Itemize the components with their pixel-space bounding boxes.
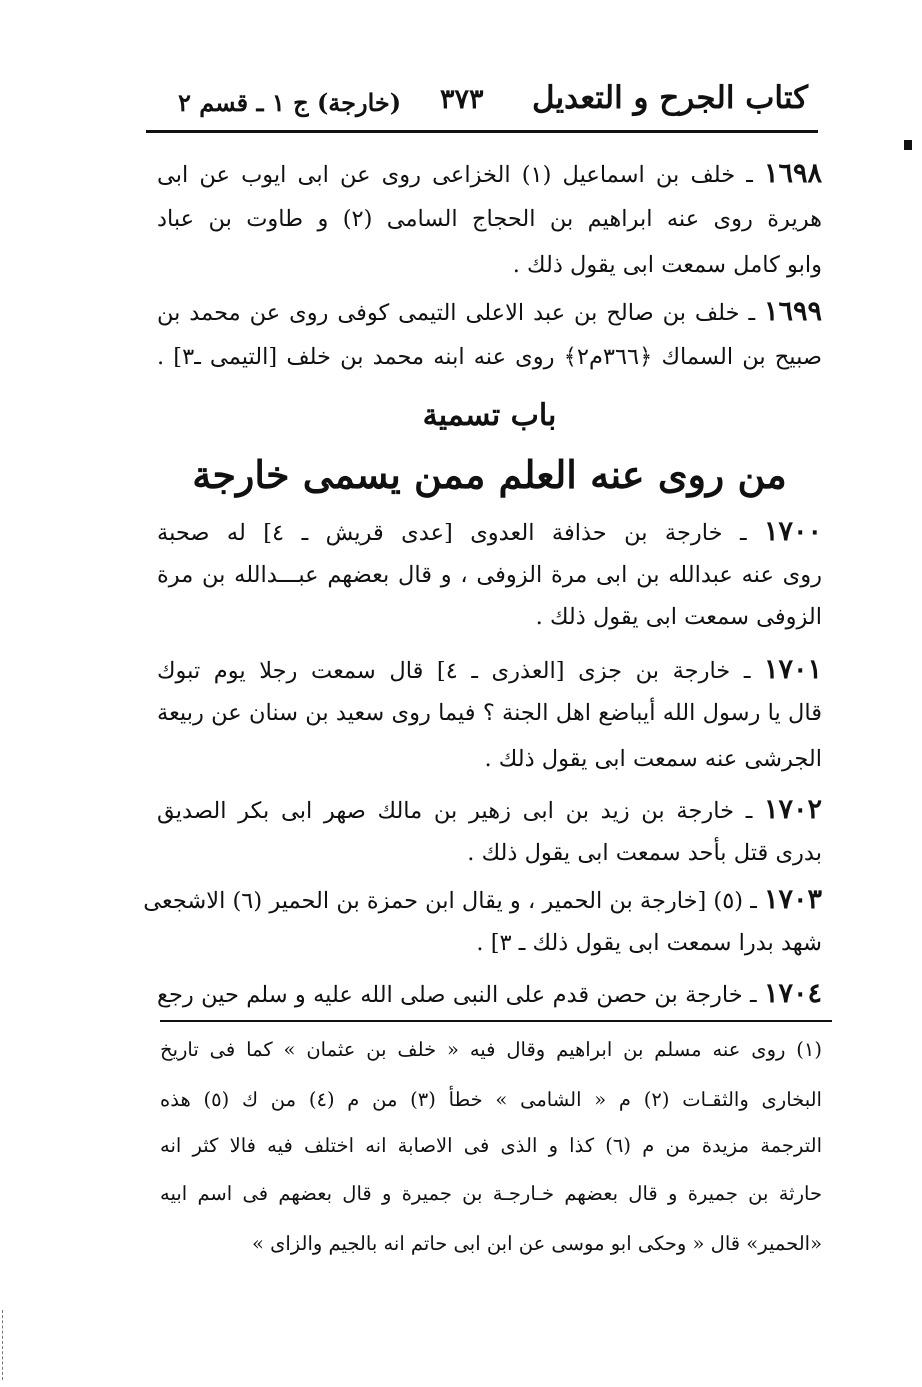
entry-1702-line-2: بدرى قتل بأحد سمعت ابى يقول ذلك . <box>467 840 822 866</box>
entry-1698-line-2: هريرة روى عنه ابراهيم بن الحجاج السامى (٢) و طاوت بن عباد <box>157 206 822 232</box>
footnote-divider <box>160 1020 832 1022</box>
entry-1698-line-1: ١٦٩٨ ـ خلف بن اسماعيل (١) الخزاعى روى عن ابى ايوب عن ابى <box>157 158 822 189</box>
entry-1700-line-3: الزوفى سمعت ابى يقول ذلك . <box>535 604 822 630</box>
header-divider <box>146 130 818 133</box>
entry-1701-line-2: قال يا رسول الله أيباضع اهل الجنة ؟ فيما روى سعيد بن سنان عن ربيعة <box>157 700 822 726</box>
footnote-line-2: البخارى والثقـات (٢) م « الشامى » خطأ (٣) من م (٤) من ك (٥) هذه <box>160 1088 822 1111</box>
entry-number: ١٦٩٩ <box>763 296 822 327</box>
entry-1703-line-2: شهد بدرا سمعت ابى يقول ذلك ـ ٣] . <box>476 930 822 956</box>
entry-number: ١٧٠١ <box>764 654 823 685</box>
chapter-heading: باب تسمية <box>422 398 557 433</box>
footnote-line-4: حارثة بن جميرة و قال بعضهم خـارجـة بن جميرة و قال بعضهم فى اسم ابيه <box>160 1182 822 1205</box>
entry-1702-line-1: ١٧٠٢ ـ خارجة بن زيد بن ابى زهير بن مالك صهر ابى بكر الصديق <box>157 794 822 825</box>
entry-1701-line-3: الجرشى عنه سمعت ابى يقول ذلك . <box>484 746 822 772</box>
margin-mark <box>904 140 912 150</box>
footnote-line-5: «الحمير» قال « وحكى ابو موسى عن ابن ابى حاتم انه بالجيم والزاى » <box>251 1232 822 1255</box>
entry-text: خارجة بن حصن قدم على النبى صلى الله عليه و سلم حين رجع <box>157 982 743 1008</box>
entry-text: خلف بن صالح بن عبد الاعلى التيمى كوفى روى عن محمد بن <box>157 300 740 326</box>
entry-1704-line-1: ١٧٠٤ ـ خارجة بن حصن قدم على النبى صلى الله عليه و سلم حين رجع <box>157 978 822 1009</box>
footnote-line-1: (١) روى عنه مسلم بن ابراهيم وقال فيه « خلف بن عثمان » كما فى تاريخ <box>160 1038 822 1061</box>
entry-number: ١٧٠٤ <box>763 978 822 1009</box>
entry-text: خارجة بن زيد بن ابى زهير بن مالك صهر ابى بكر الصديق <box>157 798 734 824</box>
page-number: ٣٧٣ <box>440 84 484 115</box>
book-title: كتاب الجرح و التعديل <box>531 80 808 116</box>
entry-number: ١٧٠٠ <box>763 516 822 547</box>
entry-1703-line-1: ١٧٠٣ ـ (٥) [خارجة بن الحمير ، و يقال ابن حمزة بن الحمير (٦) الاشجعى <box>143 884 822 915</box>
entry-number: ١٧٠٢ <box>763 794 822 825</box>
entry-text: خارجة بن حذافة العدوى [عدى قريش ـ ٤] له صحبة <box>157 520 723 546</box>
scan-edge-marks <box>2 1310 5 1380</box>
entry-number: ١٧٠٣ <box>763 884 822 915</box>
footnote-line-3: الترجمة مزيدة من م (٦) كذا و الذى فى الاصابة انه اختلف فيه فالا كثر انه <box>160 1134 822 1157</box>
entry-number: ١٦٩٨ <box>763 158 822 189</box>
section-reference: (خارجة) ج ١ ـ قسم ٢ <box>178 88 402 117</box>
entry-text: (٥) [خارجة بن الحمير ، و يقال ابن حمزة بن الحمير (٦) الاشجعى <box>143 888 744 914</box>
entry-text: خلف بن اسماعيل (١) الخزاعى روى عن ابى ايوب عن ابى <box>157 162 736 188</box>
entry-1698-line-3: وابو كامل سمعت ابى يقول ذلك . <box>512 252 822 278</box>
entry-1700-line-2: روى عنه عبدالله بن ابى مرة الزوفى ، و قال بعضهم عبـــدالله بن مرة <box>157 562 822 588</box>
entry-1699-line-2: صبيح بن السماك ﴿٣٦٦م٢﴾ روى عنه ابنه محمد بن خلف [التيمى ـ٣] . <box>157 344 822 370</box>
entry-1700-line-1: ١٧٠٠ ـ خارجة بن حذافة العدوى [عدى قريش ـ ٤] له صحبة <box>157 516 822 547</box>
chapter-subheading: من روى عنه العلم ممن يسمى خارجة <box>192 452 787 497</box>
entry-1699-line-1: ١٦٩٩ ـ خلف بن صالح بن عبد الاعلى التيمى كوفى روى عن محمد بن <box>157 296 822 327</box>
page-header <box>150 76 818 130</box>
entry-1701-line-1: ١٧٠١ ـ خارجة بن جزى [العذرى ـ ٤] قال سمعت رجلا يوم تبوك <box>157 654 823 685</box>
entry-text: خارجة بن جزى [العذرى ـ ٤] قال سمعت رجلا يوم تبوك <box>157 658 731 684</box>
